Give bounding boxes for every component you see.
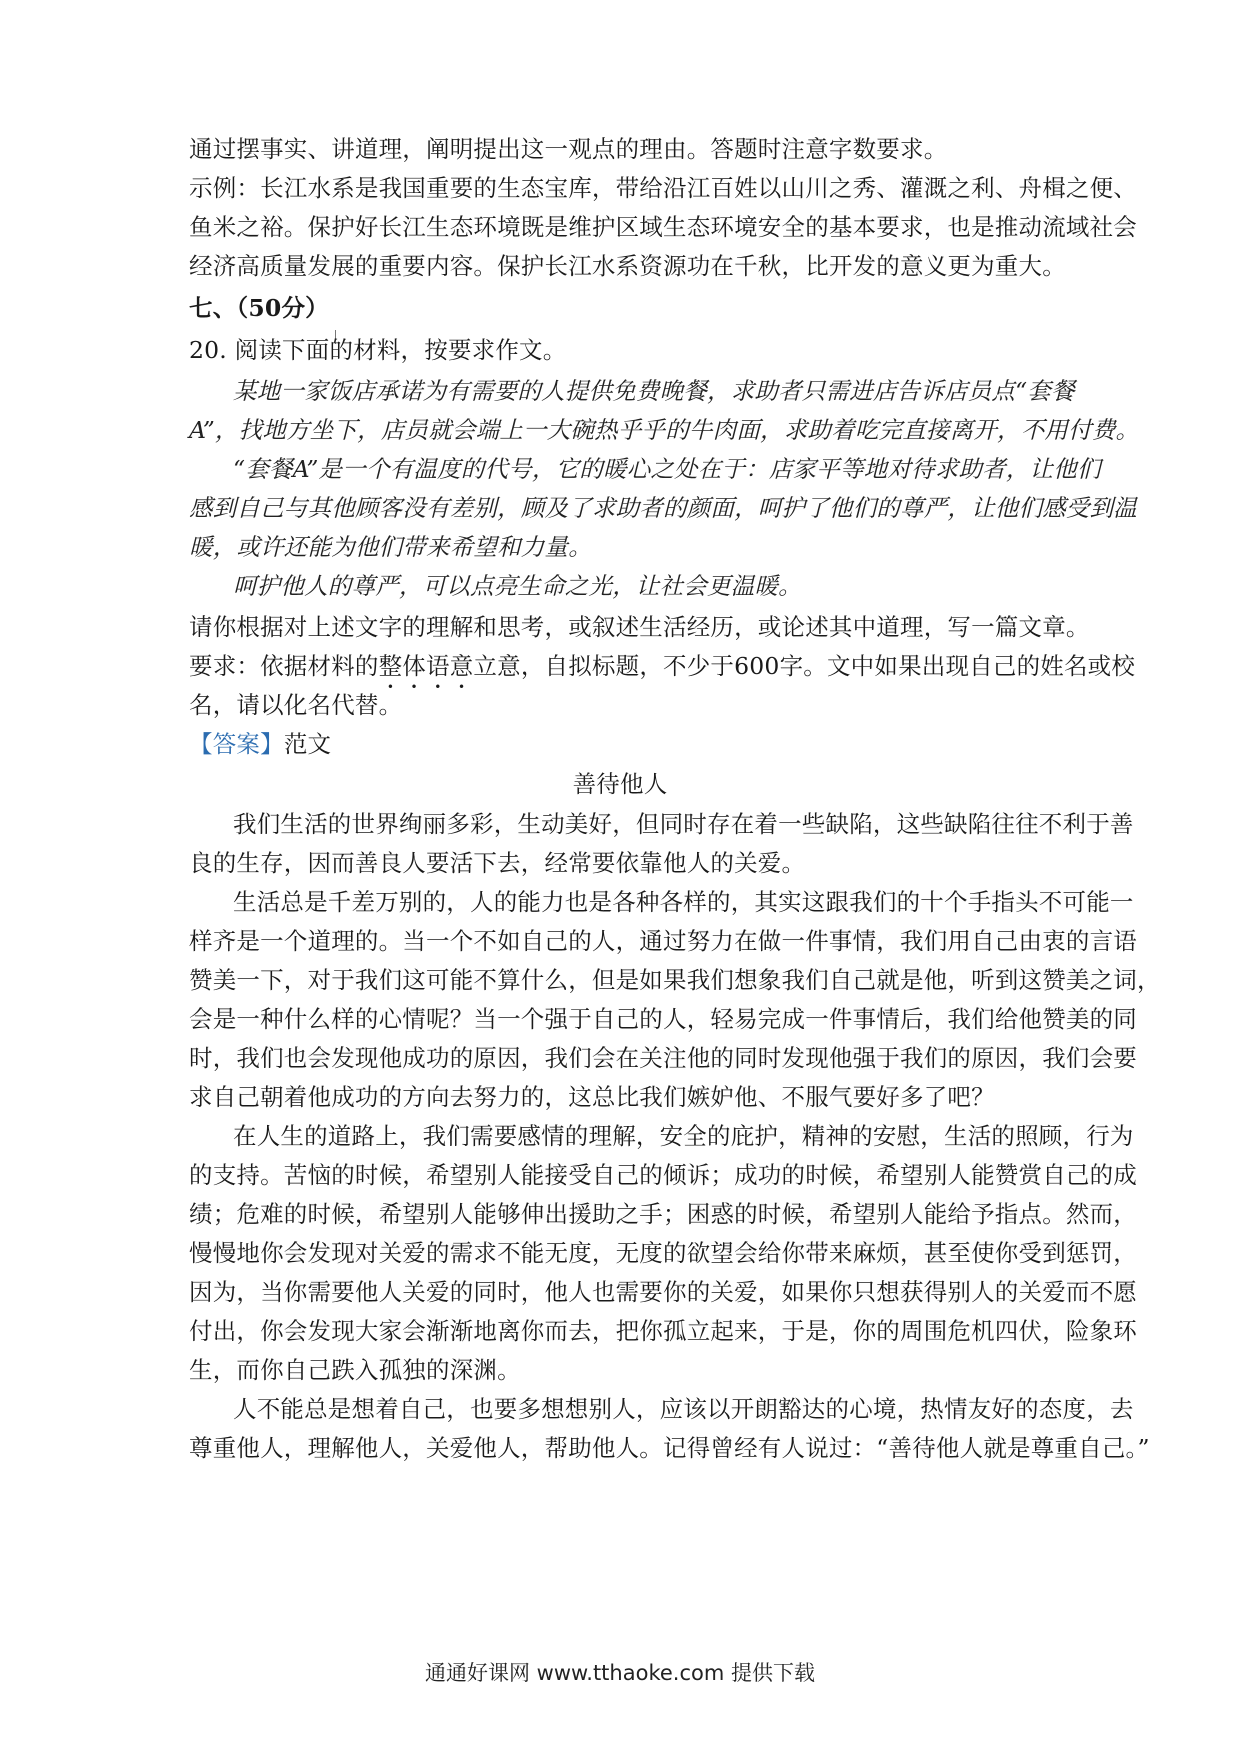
essay-line: 赞美一下，对于我们这可能不算什么，但是如果我们想象我们自己就是他，听到这赞美之词， xyxy=(189,966,1161,994)
essay-line: 付出，你会发现大家会渐渐地离你而去，把你孤立起来，于是，你的周围危机四伏，险象环 xyxy=(189,1317,1137,1345)
answer-line xyxy=(189,729,1059,759)
essay-line: 时，我们也会发现他成功的原因，我们会在关注他的同时发现他强于我们的原因，我们会要 xyxy=(189,1044,1137,1072)
requirement-line2: 名，请以化名代替。 xyxy=(189,691,403,719)
essay-line: 慢慢地你会发现对关爱的需求不能无度，无度的欲望会给你带来麻烦，甚至使你受到惩罚， xyxy=(189,1239,1137,1267)
material-line: 呵护他人的尊严，可以点亮生命之光，让社会更温暖。 xyxy=(233,572,802,600)
answer-text: 范文 xyxy=(283,730,332,758)
essay-line: 生活总是千差万别的，人的能力也是各种各样的，其实这跟我们的十个手指头不可能一 xyxy=(233,888,1134,916)
instruction: 请你根据对上述文字的理解和思考，或叙述生活经历，或论述其中道理，写一篇文章。 xyxy=(189,613,1090,641)
essay-line: 我们生活的世界绚丽多彩，生动美好，但同时存在着一些缺陷，这些缺陷往往不利于善 xyxy=(233,810,1134,838)
essay-line: 会是一种什么样的心情呢？当一个强于自己的人，轻易完成一件事情后，我们给他赞美的同 xyxy=(189,1005,1137,1033)
essay-line: 样齐是一个道理的。当一个不如自己的人，通过努力在做一件事情，我们用自己由衷的言语 xyxy=(189,927,1137,955)
footer-source: 通通好课网 www.tthaoke.com 提供下载 xyxy=(425,1661,815,1685)
material-line: “套餐A”是一个有温度的代号，它的暖心之处在于：店家平等地对待求助者，让他们 xyxy=(233,455,1101,483)
requirement-emphasis: 整体语意 xyxy=(378,652,474,680)
essay-title: 善待他人 xyxy=(572,770,668,798)
requirement-post: 立意，自拟标题，不少于600字。文中如果出现自己的姓名或校 xyxy=(473,652,1136,680)
text-line: 通过摆事实、讲道理，阐明提出这一观点的理由。答题时注意字数要求。 xyxy=(189,135,948,163)
essay-line: 因为，当你需要他人关爱的同时，他人也需要你的关爱，如果你只想获得别人的关爱而不愿 xyxy=(189,1278,1137,1306)
material-line: 暖，或许还能为他们带来希望和力量。 xyxy=(189,533,592,561)
essay-line: 生，而你自己跌入孤独的深渊。 xyxy=(189,1356,521,1384)
material-line: 某地一家饭店承诺为有需要的人提供免费晚餐，求助者只需进店告诉店员点“套餐 xyxy=(233,377,1075,405)
essay-line: 的支持。苦恼的时候，希望别人能接受自己的倾诉；成功的时候，希望别人能赞赏自己的成 xyxy=(189,1161,1137,1189)
essay-line: 求自己朝着他成功的方向去努力的，这总比我们嫉妒他、不服气要好多了吧？ xyxy=(189,1083,995,1111)
essay-line: 人不能总是想着自己，也要多想想别人，应该以开朗豁达的心境，热情友好的态度，去 xyxy=(233,1395,1134,1423)
essay-line: 良的生存，因而善良人要活下去，经常要依靠他人的关爱。 xyxy=(189,849,806,877)
answer-tag: 【答案】 xyxy=(189,730,284,758)
essay-line: 绩；危难的时候，希望别人能够伸出援助之手；困惑的时候，希望别人能给予指点。然而， xyxy=(189,1200,1137,1228)
essay-line: 尊重他人，理解他人，关爱他人，帮助他人。记得曾经有人说过：“善待他人就是尊重自己。” xyxy=(189,1434,1150,1462)
requirement xyxy=(189,651,1136,694)
question-prompt: 20. 阅读下面的材料，按要求作文。 xyxy=(189,336,567,364)
section-heading: 七、（50分） xyxy=(189,294,329,322)
text-line: 示例：长江水系是我国重要的生态宝库，带给沿江百姓以山川之秀、灌溉之利、舟楫之便、 xyxy=(189,174,1137,202)
requirement-pre: 要求：依据材料的 xyxy=(189,652,379,680)
text-line: 鱼米之裕。保护好长江生态环境既是维护区域生态环境安全的基本要求，也是推动流域社会 xyxy=(189,213,1137,241)
material-line: 感到自己与其他顾客没有差别，顾及了求助者的颜面，呵护了他们的尊严，让他们感受到温 xyxy=(189,494,1137,522)
material-line: A”，找地方坐下，店员就会端上一大碗热乎乎的牛肉面，求助着吃完直接离开，不用付费。 xyxy=(189,416,1140,444)
essay-line: 在人生的道路上，我们需要感情的理解，安全的庇护，精神的安慰，生活的照顾，行为 xyxy=(233,1122,1134,1150)
text-line: 经济高质量发展的重要内容。保护长江水系资源功在千秋，比开发的意义更为重大。 xyxy=(189,252,1066,280)
